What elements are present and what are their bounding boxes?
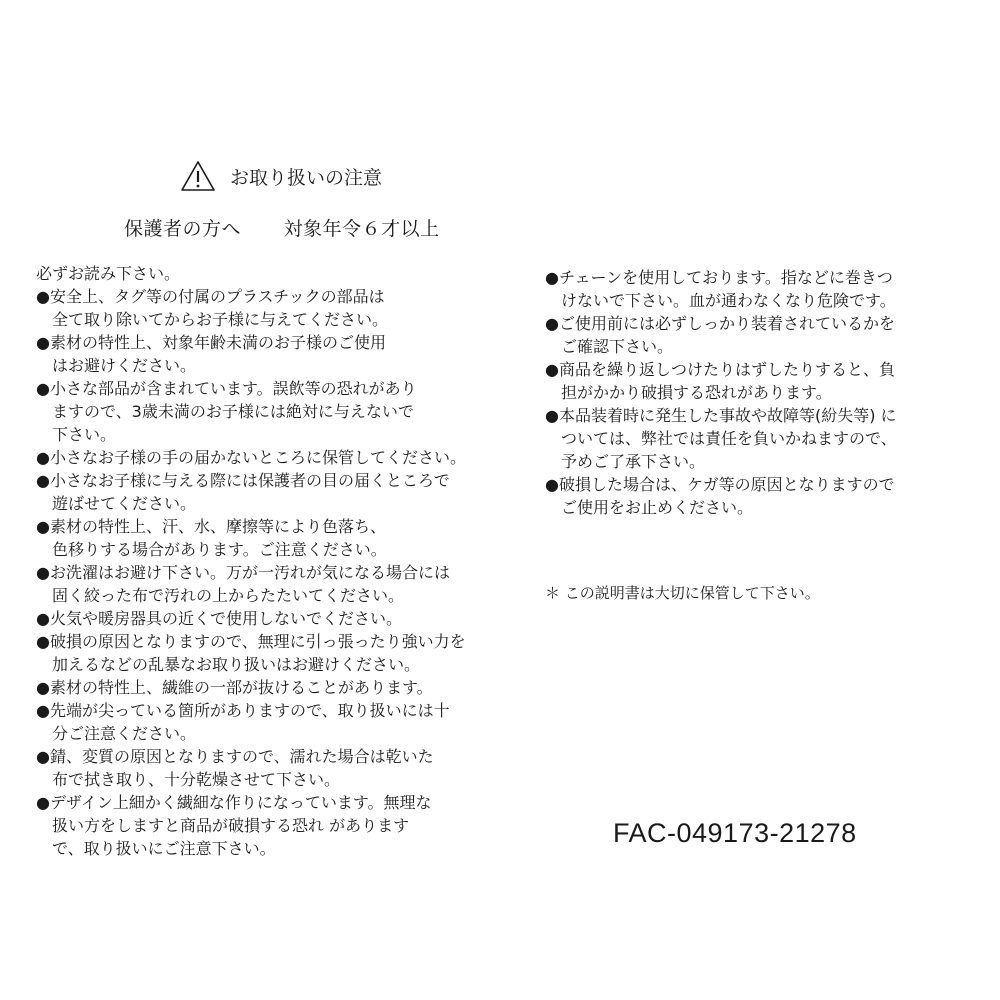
caution-line: ご確認下さい。 <box>561 337 674 356</box>
caution-line: ●破損した場合は、ケガ等の原因となりますので <box>545 475 895 494</box>
caution-line: ご使用をお止めください。 <box>561 498 754 517</box>
caution-line: 扱い方をしますと商品が破損する恐れ があります <box>52 816 410 835</box>
caution-line: ●デザイン上細かく繊細な作りになっています。無理な <box>36 793 432 812</box>
caution-line: ●先端が尖っている箇所がありますので、取り扱いには十 <box>36 701 450 720</box>
audience-label: 保護者の方へ <box>124 218 242 240</box>
caution-line: ついては、弊社では責任を負いかねますので、 <box>561 429 897 448</box>
caution-line: 固く絞った布で汚れの上からたたいてください。 <box>52 586 405 605</box>
warning-icon <box>180 160 216 192</box>
caution-line: ますので、3歳未満のお子様には絶対に与えないで <box>52 402 414 421</box>
caution-line: ●素材の特性上、繊維の一部が抜けることがあります。 <box>36 678 433 697</box>
caution-line: 下さい。 <box>52 425 117 444</box>
caution-line: けないで下さい。血が通わなくなり危険です。 <box>561 291 896 310</box>
caution-line: ●素材の特性上、対象年齢未満のお子様のご使用 <box>36 333 386 352</box>
caution-line: ●安全上、タグ等の付属のプラスチックの部品は <box>36 287 385 306</box>
caution-line: 色移りする場合があります。ご注意ください。 <box>52 540 387 559</box>
keep-manual-note: ＊ この説明書は大切に保管して下さい。 <box>545 584 820 602</box>
caution-line: で、取り扱いにご注意下さい。 <box>52 839 276 858</box>
caution-line: ●火気や暖房器具の近くで使用しないでください。 <box>36 609 402 628</box>
caution-line: 遊ばせてください。 <box>52 494 197 513</box>
caution-line: 全て取り除いてからお子様に与えてください。 <box>52 310 389 329</box>
product-code: FAC-049173-21278 <box>613 818 857 848</box>
caution-line: ●破損の原因となりますので、無理に引っ張ったり強い力を <box>36 632 466 651</box>
caution-line: 必ずお読み下さい。 <box>36 264 181 283</box>
caution-line: ●お洗濯はお避け下さい。万が一汚れが気になる場合には <box>36 563 450 582</box>
caution-line: ●ご使用前には必ずしっかり装着されているかを <box>545 314 895 333</box>
caution-line: ●本品装着時に発生した事故や故障等(紛失等) に <box>545 406 897 425</box>
audience-line <box>124 214 440 241</box>
caution-line: ●小さなお子様の手の届かないところに保管してください。 <box>36 448 466 467</box>
caution-line: 加えるなどの乱暴なお取り扱いはお避けください。 <box>52 655 421 674</box>
caution-line: はお避けください。 <box>52 356 197 375</box>
caution-line: 分ご注意ください。 <box>52 724 197 743</box>
caution-list-right <box>545 266 955 519</box>
age-target-label: 対象年令６才以上 <box>283 218 440 240</box>
caution-line: 布で拭き取り、十分乾燥させて下さい。 <box>52 770 341 789</box>
page-title: お取り扱いの注意 <box>230 166 383 189</box>
caution-line: ●小さな部品が含まれています。誤飲等の恐れがあり <box>36 379 417 398</box>
caution-line: ●素材の特性上、汗、水、摩擦等により色落ち、 <box>36 517 386 536</box>
caution-line: 予めご了承下さい。 <box>561 452 706 471</box>
caution-line: ●錆、変質の原因となりますので、濡れた場合は乾いた <box>36 747 434 766</box>
caution-line: 担がかかり破損する恐れがあります。 <box>561 383 832 402</box>
caution-list-left <box>36 262 501 860</box>
header-title-row <box>180 158 382 194</box>
caution-line: ●チェーンを使用しております。指などに巻きつ <box>545 268 893 287</box>
caution-line: ●商品を繰り返しつけたりはずしたりすると、負 <box>545 360 895 379</box>
caution-line: ●小さなお子様に与える際には保護者の目の届くところで <box>36 471 450 490</box>
